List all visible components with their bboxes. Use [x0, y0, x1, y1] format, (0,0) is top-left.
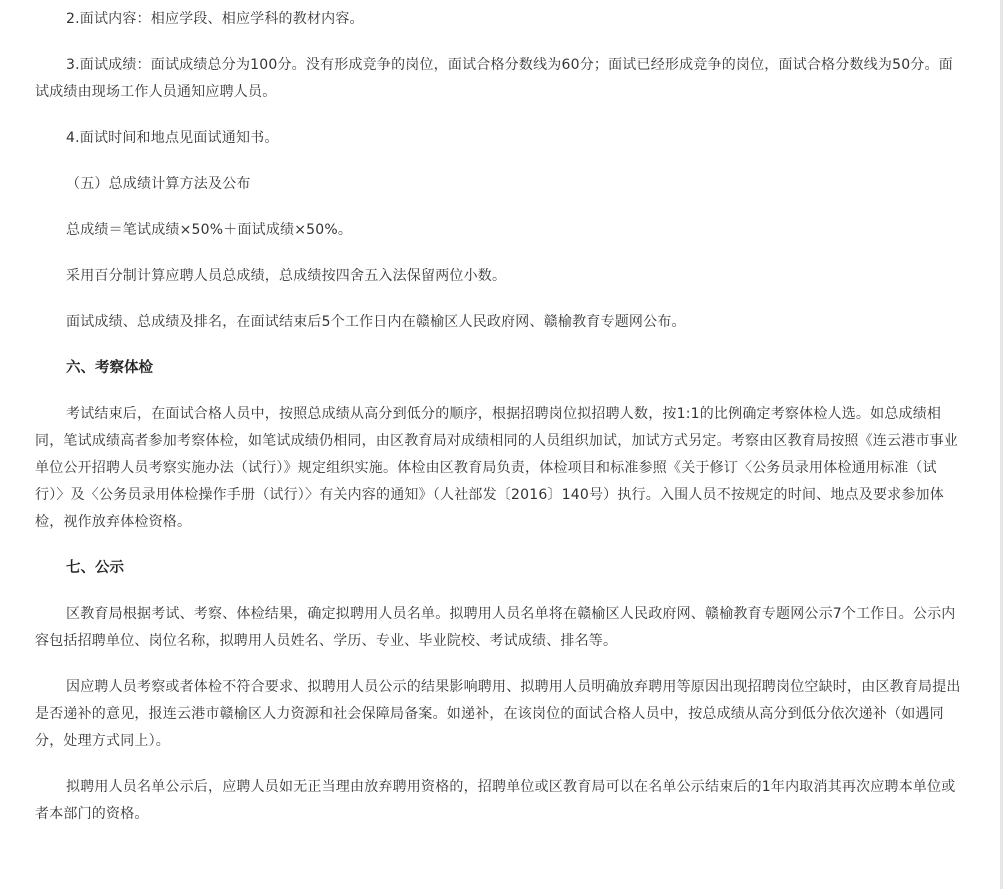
paragraph-interview-score: 3.面试成绩：面试成绩总分为100分。没有形成竞争的岗位，面试合格分数线为60分；面试已经形成竞争的岗位，面试合格分数线为50分。面试成绩由现场工作人员通知应聘人员。	[35, 57, 953, 100]
paragraph-publicity-list: 区教育局根据考试、考察、体检结果，确定拟聘用人员名单。拟聘用人员名单将在赣榆区人民政府网、赣榆教育专题网公示7个工作日。公示内容包括招聘单位、岗位名称，拟聘用人员姓名、学历、专业、毕业院校、考试成绩、排名等。	[35, 606, 956, 649]
paragraph-interview-time-place: 4.面试时间和地点见面试通知书。	[66, 130, 279, 146]
paragraph-inspection-details: 考试结束后，在面试合格人员中，按照总成绩从高分到低分的顺序，根据招聘岗位拟招聘人数，按1:1的比例确定考察体检人选。如总成绩相同，笔试成绩高者参加考察体检，如笔试成绩仍相同，由区教育局对成绩相同的人员组织加试，加试方式另定。考察由区教育局按照《连云港市事业单位公开招聘人员考察实施办法（试行）》规定组织实施。体检由区教育局负责，体检项目和标准参照《关于修订〈公务员录用体检通用标准（试行）〉及〈公务员录用体检操作手册（试行）〉有关内容的通知》（人社部发〔2016〕140号）执行。入围人员不按规定的时间、地点及要求参加体检，视作放弃体检资格。	[35, 406, 958, 530]
paragraph-disqualification: 拟聘用人员名单公示后，应聘人员如无正当理由放弃聘用资格的，招聘单位或区教育局可以在名单公示结束后的1年内取消其再次应聘本单位或者本部门的资格。	[35, 779, 956, 822]
paragraph-interview-content: 2.面试内容：相应学段、相应学科的教材内容。	[66, 11, 364, 27]
subheading-total-score: （五）总成绩计算方法及公布	[66, 176, 251, 192]
section-heading-publicity: 七、公示	[66, 560, 124, 576]
paragraph-score-rounding: 采用百分制计算应聘人员总成绩，总成绩按四舍五入法保留两位小数。	[66, 268, 507, 284]
paragraph-total-score-formula: 总成绩＝笔试成绩×50%＋面试成绩×50%。	[66, 222, 353, 238]
paragraph-vacancy-supplement: 因应聘人员考察或者体检不符合要求、拟聘用人员公示的结果影响聘用、拟聘用人员明确放弃聘用等原因出现招聘岗位空缺时，由区教育局提出是否递补的意见，报连云港市赣榆区人力资源和社会保障局备案。如递补，在该岗位的面试合格人员中，按总成绩从高分到低分依次递补（如遇同分，处理方式同上）。	[35, 679, 961, 749]
section-heading-inspection: 六、考察体检	[66, 360, 153, 376]
paragraph-score-publication: 面试成绩、总成绩及排名，在面试结束后5个工作日内在赣榆区人民政府网、赣榆教育专题网公布。	[66, 314, 686, 330]
document-body	[35, 0, 965, 847]
